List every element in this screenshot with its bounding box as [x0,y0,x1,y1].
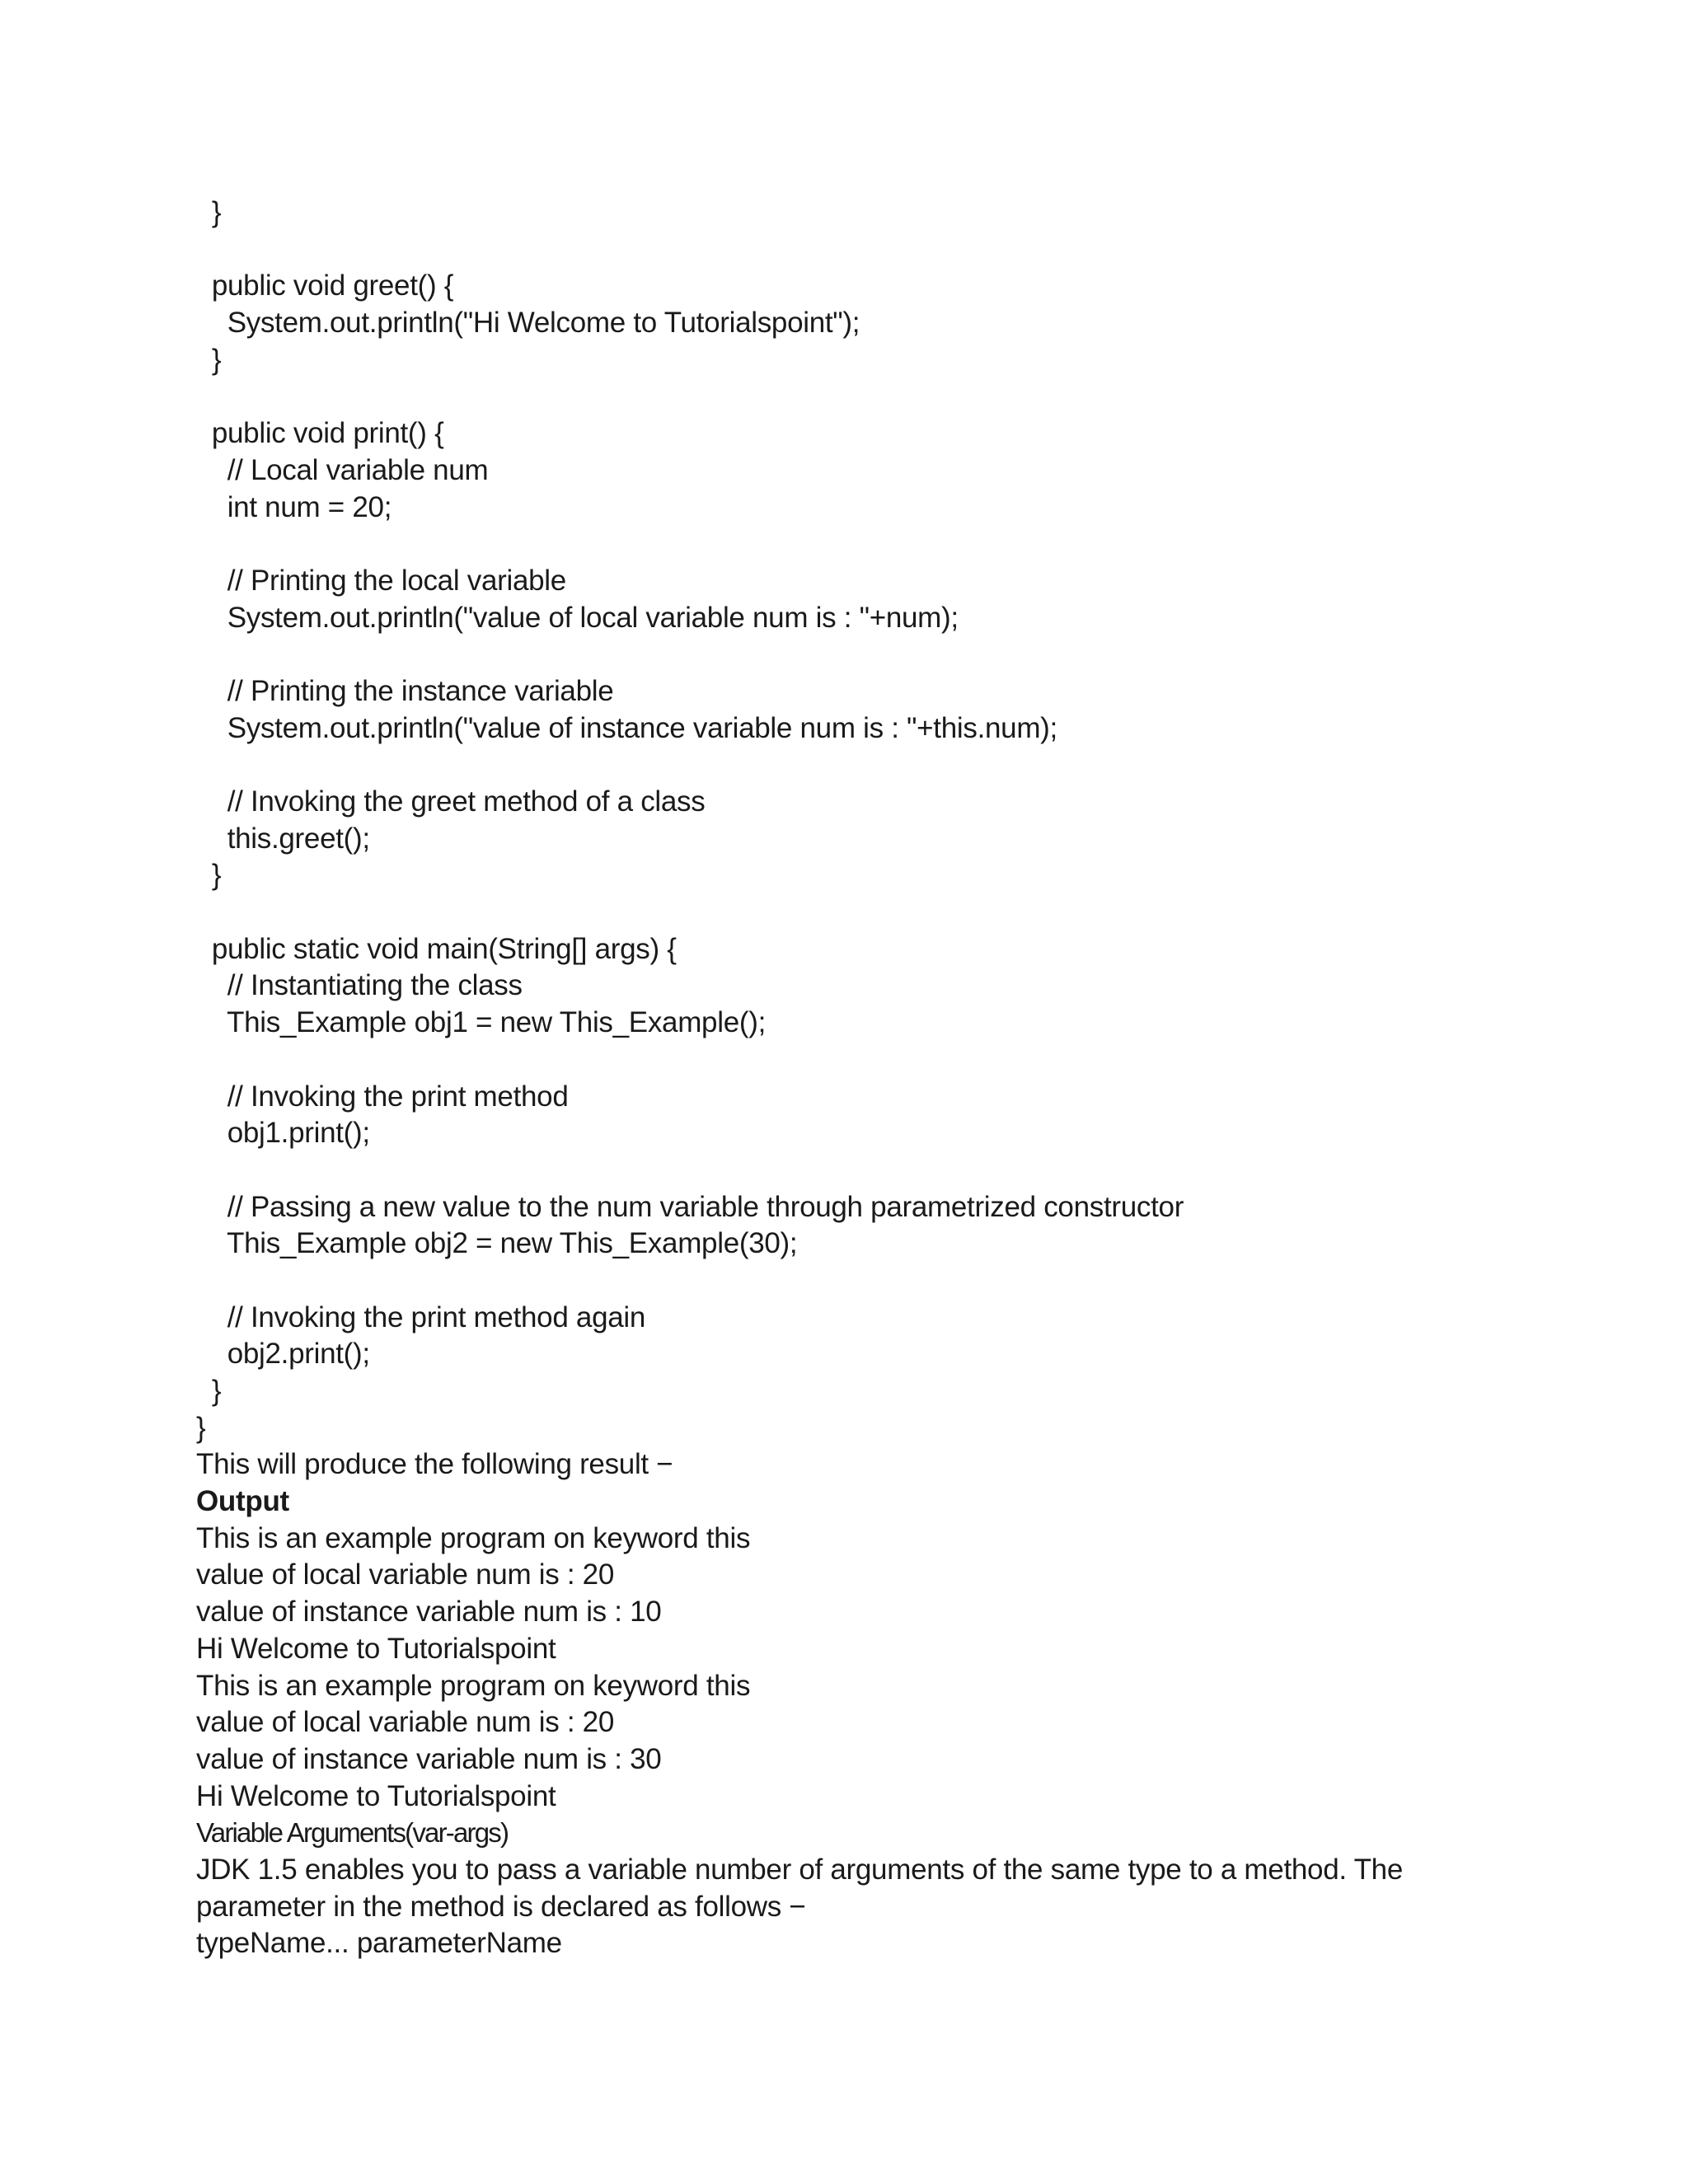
code-line: } [196,859,222,892]
code-line: // Invoking the print method [196,1080,569,1113]
blank-line [196,894,1515,931]
code-line: public void print() { [196,417,444,450]
blank-line [196,232,1515,269]
section-paragraph [196,1852,1515,1925]
code-line: // Invoking the print method again [196,1301,646,1333]
result-intro-text: This will produce the following result − [196,1448,673,1481]
output-line: This is an example program on keyword this [196,1669,751,1702]
syntax-line: typeName... parameterName [196,1927,562,1960]
blank-line [196,636,1515,673]
code-line: obj2.print(); [196,1338,370,1371]
code-line: System.out.println("Hi Welcome to Tutorialspoint"); [196,307,860,340]
blank-line [196,1263,1515,1300]
code-line: public void greet() { [196,269,454,302]
code-line: System.out.println("value of instance variable num is : "+this.num); [196,711,1057,744]
page-content [196,194,1515,1962]
blank-line [196,526,1515,563]
blank-line [196,1042,1515,1079]
code-line: // Local variable num [196,453,489,486]
code-line: } [196,343,222,376]
blank-line [196,747,1515,784]
code-line: This_Example obj1 = new This_Example(); [196,1006,766,1039]
output-line: Hi Welcome to Tutorialspoint [196,1779,556,1812]
code-block [196,194,1515,1446]
code-line: // Printing the instance variable [196,674,614,707]
code-line: } [196,1375,222,1407]
output-block [196,1521,1515,1816]
section-heading: Variable Arguments(var-args) [196,1817,509,1849]
output-heading: Output [196,1485,289,1518]
output-line: value of local variable num is : 20 [196,1706,614,1739]
code-line: } [196,1411,206,1444]
code-line: // Invoking the greet method of a class [196,785,706,818]
output-line: Hi Welcome to Tutorialspoint [196,1632,556,1665]
output-line: value of instance variable num is : 30 [196,1742,662,1775]
code-line: System.out.println("value of local variable num is : "+num); [196,601,959,634]
code-line: // Printing the local variable [196,564,566,597]
output-line: value of instance variable num is : 10 [196,1596,662,1629]
code-line: public static void main(String[] args) { [196,932,677,965]
blank-line [196,378,1515,415]
code-line: } [196,196,222,228]
output-line: value of local variable num is : 20 [196,1558,614,1591]
code-line: int num = 20; [196,490,392,523]
blank-line [196,1152,1515,1189]
output-line: This is an example program on keyword this [196,1521,751,1554]
code-line: // Passing a new value to the num variable through parametrized constructor [196,1190,1184,1223]
code-line: obj1.print(); [196,1117,370,1150]
code-line: this.greet(); [196,822,370,855]
paragraph-line: parameter in the method is declared as follows − [196,1890,806,1923]
code-line: This_Example obj2 = new This_Example(30); [196,1227,798,1260]
code-line: // Instantiating the class [196,969,523,1002]
paragraph-line: JDK 1.5 enables you to pass a variable number of arguments of the same type to a method. The [196,1853,1404,1886]
